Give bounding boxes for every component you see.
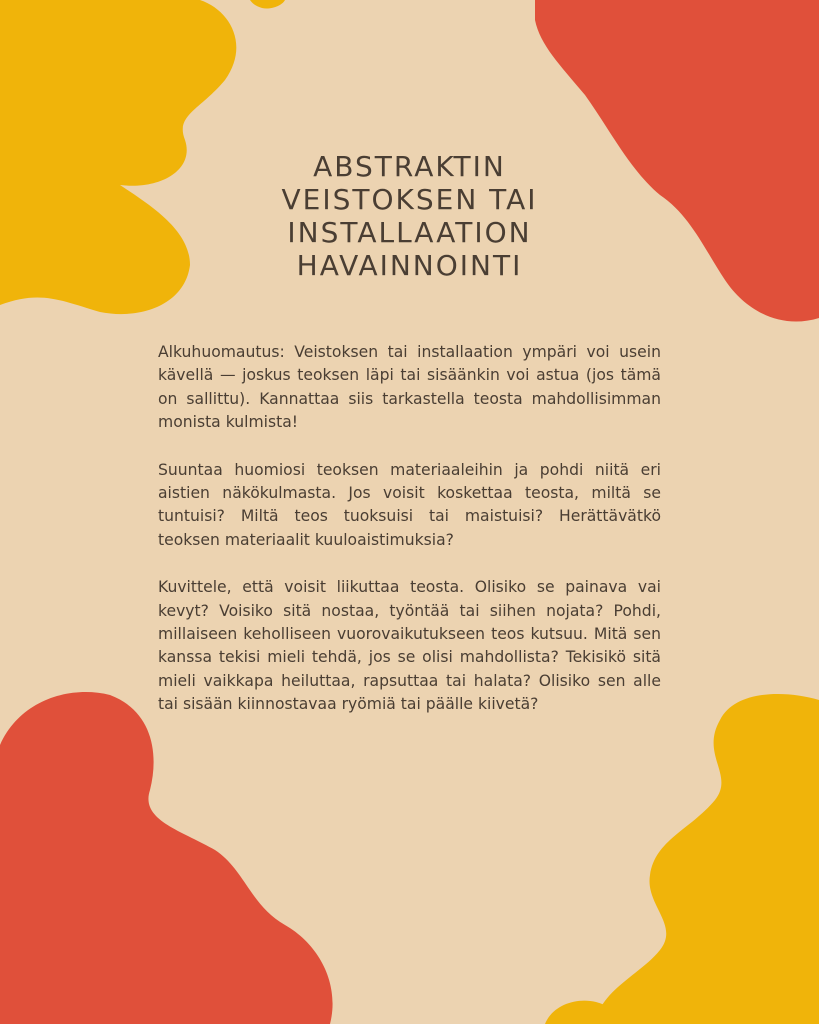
title-line-4: HAVAINNOINTI xyxy=(296,249,523,282)
page-title xyxy=(150,150,669,282)
yellow-blob-top-small xyxy=(250,0,285,9)
paragraph-materials: Suuntaa huomiosi teoksen materiaaleihin ja pohdi niitä eri aistien näkökulmasta. Jos voisit koskettaa teosta, miltä se tuntuisi? Miltä teos tuoksuisi tai maistuisi? Herättävätkö teoksen materiaalit kuuloaistimuksia? xyxy=(158,460,661,549)
paragraph-interaction: Kuvittele, että voisit liikuttaa teosta. Olisiko se painava vai kevyt? Voisiko sitä nostaa, työntää tai siihen nojata? Pohdi, millaiseen keholliseen vuorovaikutukseen teos kutsuu. Mitä sen kanssa tekisi mieli tehdä, jos se olisi mahdollista? Tekisikö sitä mieli vaikkapa heiluttaa, rapsuttaa tai halata? Olisiko sen alle tai sisään kiinnostavaa ryömiä tai päälle kiivetä? xyxy=(158,578,661,714)
paragraph-intro-note: Alkuhuomautus: Veistoksen tai installaation ympäri voi usein kävellä — joskus teoksen läpi tai sisäänkin voi astua (jos tämä on sallittu). Kannattaa siis tarkastella teosta mahdollisimman monista kulmista! xyxy=(158,343,661,432)
body-text xyxy=(158,341,661,741)
red-blob-bottom-left xyxy=(0,692,333,1024)
yellow-blob-bottom-right xyxy=(595,694,819,1024)
title-line-3: INSTALLAATION xyxy=(287,216,532,249)
title-line-2: VEISTOKSEN TAI xyxy=(281,183,538,216)
title-line-1: ABSTRAKTIN xyxy=(313,150,506,183)
